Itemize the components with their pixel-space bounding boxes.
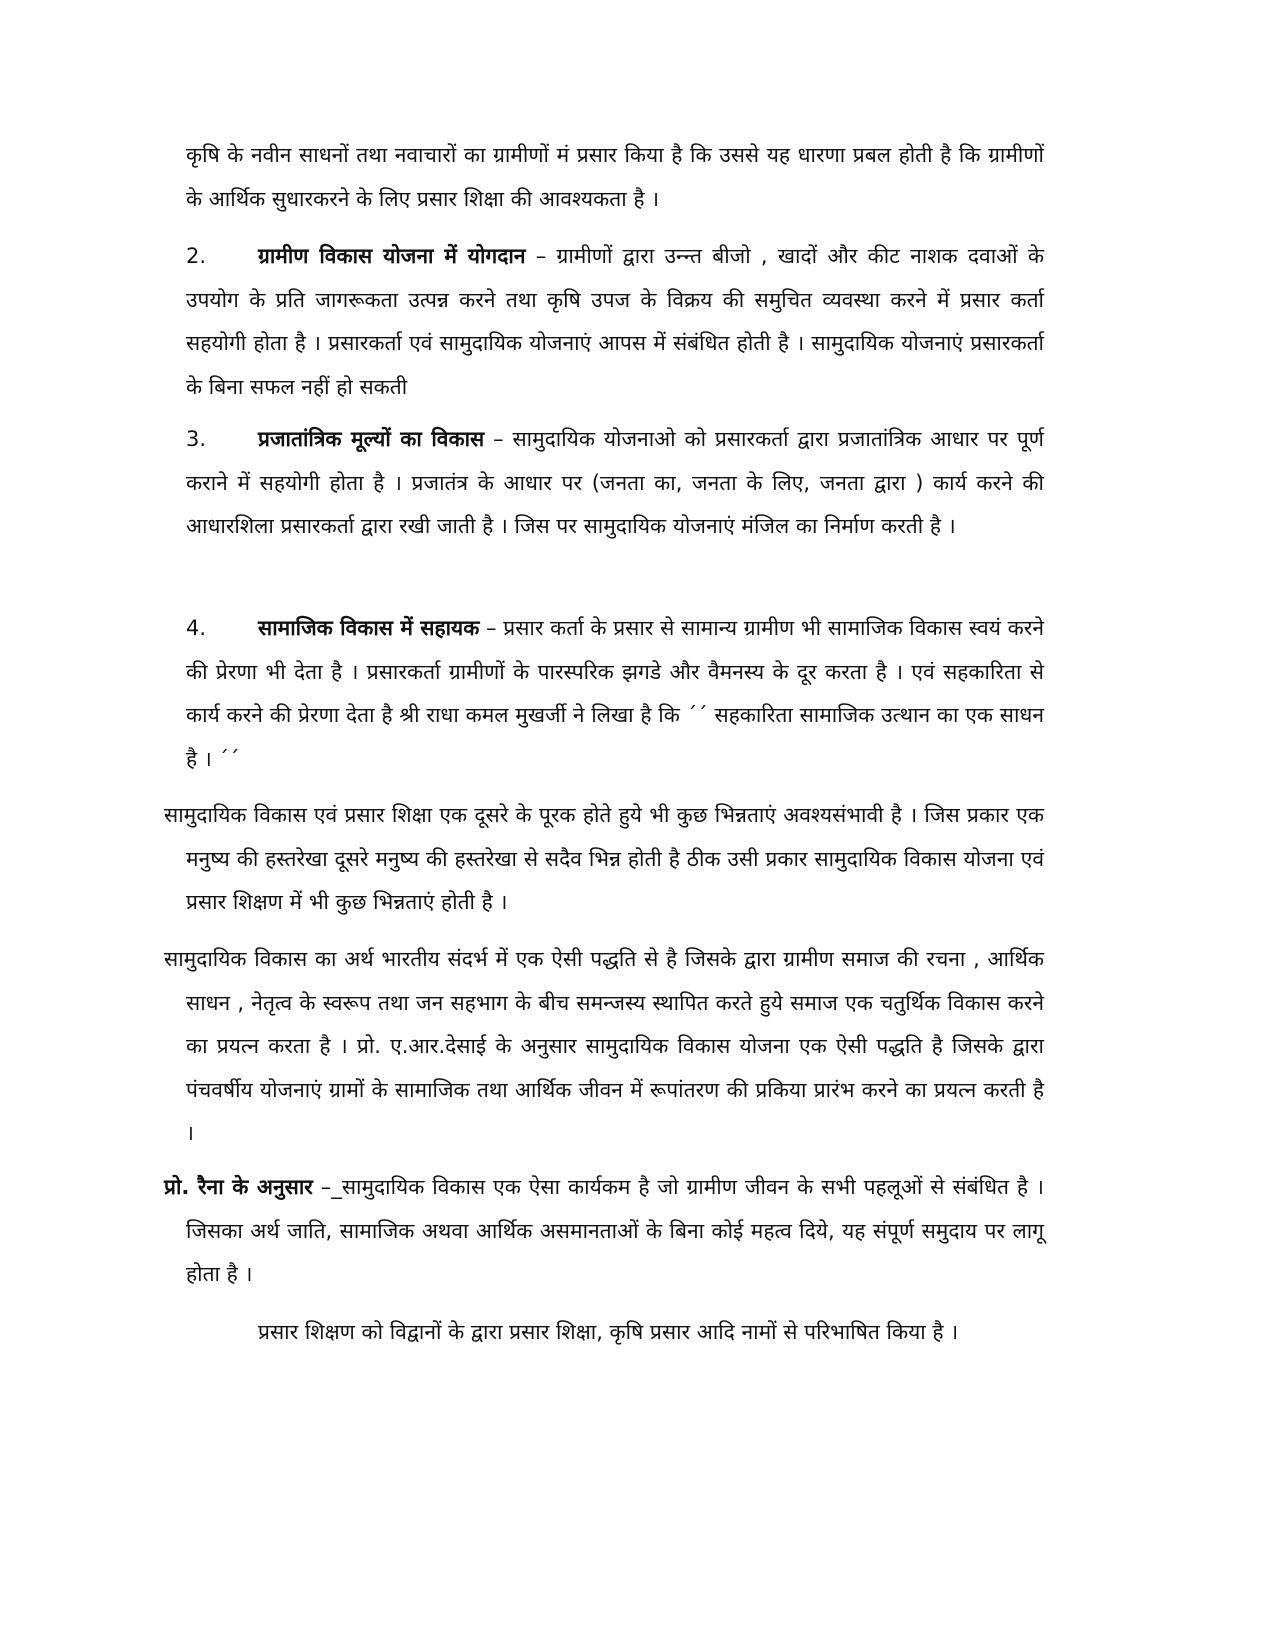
heading-dash: – xyxy=(479,616,504,640)
paragraph-point-4 xyxy=(186,607,1044,781)
point-heading: सामाजिक विकास में सहायक xyxy=(258,616,480,640)
heading-dash: –_ xyxy=(312,1175,342,1199)
point-heading: ग्रामीण विकास योजना में योगदान xyxy=(258,244,526,268)
paragraph-community-development-meaning xyxy=(164,938,1044,1156)
paragraph-intro xyxy=(186,134,1044,221)
paragraph-text: प्रसार कर्ता के प्रसार से सामान्य ग्रामीण भी सामाजिक विकास स्वयं करने की प्रेरणा भी देता है । प्रसारकर्ता ग्रामीणों के पारस्परिक झगडे और वैमनस्य के दूर करता है । एवं सहकारिता से कार्य करने की प्रेरणा देता है श्री राधा कमल मुखर्जी ने लिखा है कि ´´ सहकारिता सामाजिक उत्थान का एक साधन है । ´´ xyxy=(186,616,1044,771)
list-number: 3. xyxy=(186,427,207,451)
paragraph-text: प्रसार शिक्षण को विद्वानों के द्वारा प्रसार शिक्षा, कृषि प्रसार आदि नामों से परिभाषित किया है । xyxy=(258,1320,959,1344)
paragraph-text: सामुदायिक विकास एक ऐसा कार्यकम है जो ग्रामीण जीवन के सभी पहलूओं से संबंधित है । जिसका अर्थ जाति, सामाजिक अथवा आर्थिक असमानताओं के बिना कोई महत्व दिये, यह संपूर्ण समुदाय पर लागू होता है । xyxy=(186,1175,1044,1286)
heading-dash: – xyxy=(484,427,513,451)
paragraph-raina-definition xyxy=(164,1166,1044,1297)
paragraph-point-2 xyxy=(186,235,1044,409)
paragraph-text: सामुदायिक विकास का अर्थ भारतीय संदर्भ में एक ऐसी पद्धति से है जिसके द्वारा ग्रामीण समाज की रचना , आर्थिक साधन , नेतृत्व के स्वरूप तथा जन सहभाग के बीच समन्जस्य स्थापित करते हुये समाज एक चतुर्थिक विकास करने का प्रयत्न करता है । प्रो. ए.आर.देसाई के अनुसार सामुदायिक विकास योजना एक ऐसी पद्धति है जिसके द्वारा पंचवर्षीय योजनाएं ग्रामों के सामाजिक तथा आर्थिक जीवन में रूपांतरण की प्रकिया प्रारंभ करने का प्रयत्न करती है । xyxy=(164,947,1044,1145)
paragraph-text: कृषि के नवीन साधनों तथा नवाचारों का ग्रामीणों मं प्रसार किया है कि उससे यह धारणा प्रबल होती है कि ग्रामीणों के आर्थिक सुधारकरने के लिए प्रसार शिक्षा की आवश्यकता है । xyxy=(186,143,1044,211)
paragraph-text: सामुदायिक योजनाओ को प्रसारकर्ता द्वारा प्रजातांत्रिक आधार पर पूर्ण कराने में सहयोगी होता है । प्रजातंत्र के आधार पर (जनता का, जनता के लिए, जनता द्वारा ) कार्य करने की आधारशिला प्रसारकर्ता द्वारा रखी जाती है । जिस पर सामुदायिक योजनाएं मंजिल का निर्माण करती है । xyxy=(186,427,1044,538)
paragraph-text: सामुदायिक विकास एवं प्रसार शिक्षा एक दूसरे के पूरक होते हुये भी कुछ भिन्नताएं अवश्यसंभावी है । जिस प्रकार एक मनुष्य की हस्तरेखा दूसरे मनुष्य की हस्तरेखा से सदैव भिन्न होती है ठीक उसी प्रकार सामुदायिक विकास योजना एवं प्रसार शिक्षण में भी कुछ भिन्नताएं होती है । xyxy=(164,803,1044,914)
list-number: 4. xyxy=(186,616,207,640)
point-heading: प्रजातांत्रिक मूल्यों का विकास xyxy=(258,427,485,451)
paragraph-differences xyxy=(164,794,1044,925)
paragraph-point-3 xyxy=(186,418,1044,549)
paragraph-text: ग्रामीणों द्वारा उन्न्त बीजो , खादों और कीट नाशक दवाओं के उपयोग के प्रति जागरूकता उत्पन्न करने तथा कृषि उपज के विक्रय की समुचित व्यवस्था करने में प्रसार कर्ता सहयोगी होता है । प्रसारकर्ता एवं सामुदायिक योजनाएं आपस में संबंधित होती है । सामुदायिक योजनाएं प्रसारकर्ता के बिना सफल नहीं हो सकती xyxy=(186,244,1044,399)
heading-dash: – xyxy=(525,244,557,268)
definition-heading: प्रो. रैना के अनुसार xyxy=(164,1175,313,1199)
paragraph-closing xyxy=(186,1311,1044,1355)
list-number: 2. xyxy=(186,244,207,268)
